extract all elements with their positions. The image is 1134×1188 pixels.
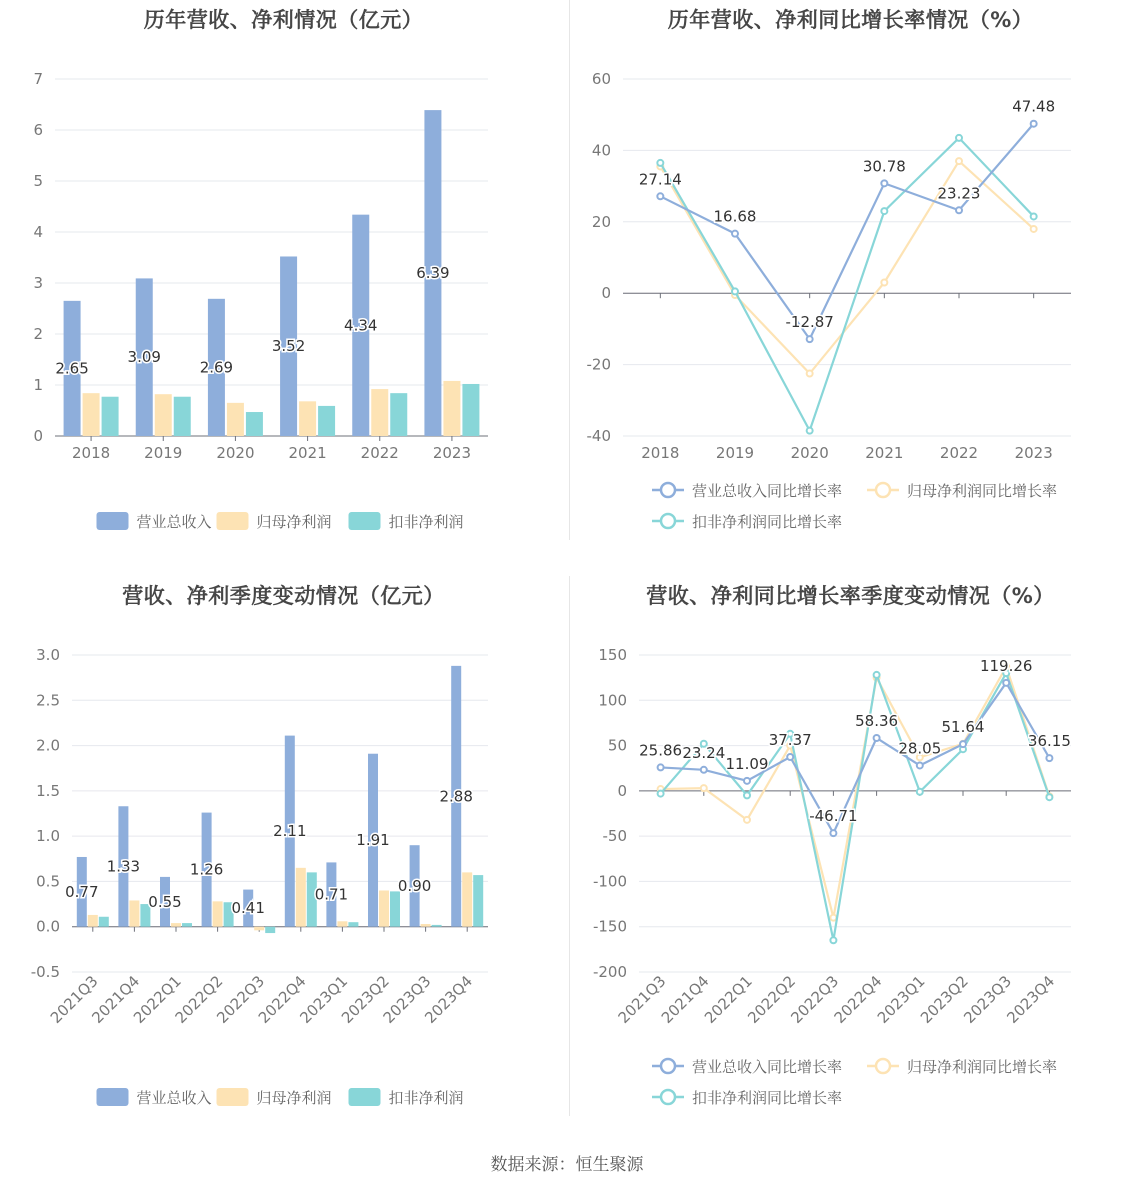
data-point xyxy=(701,767,707,773)
data-point xyxy=(807,336,813,342)
y-tick-label: 0 xyxy=(617,781,627,800)
data-point xyxy=(1003,680,1009,686)
data-label: 36.15 xyxy=(1027,732,1071,751)
bar xyxy=(473,875,483,927)
bar xyxy=(390,393,407,436)
data-point xyxy=(956,158,962,164)
data-label: 0.77 xyxy=(65,882,99,901)
bar xyxy=(443,381,460,436)
x-tick-label: 2023Q3 xyxy=(379,972,435,1027)
data-label: 16.68 xyxy=(713,207,757,226)
y-tick-label: 20 xyxy=(591,212,611,231)
legend-label: 归母净利润同比增长率 xyxy=(907,1058,1058,1076)
annual-values-chart xyxy=(0,0,567,575)
data-point xyxy=(830,937,836,943)
x-tick-label: 2022 xyxy=(939,444,979,462)
data-point xyxy=(881,180,887,186)
data-label: 2.11 xyxy=(273,822,307,841)
data-point xyxy=(744,792,750,798)
x-tick-label: 2021 xyxy=(288,444,327,462)
legend-swatch xyxy=(349,1088,381,1106)
legend-marker xyxy=(661,514,675,528)
y-tick-label: 6 xyxy=(33,121,43,139)
legend-label: 归母净利润同比增长率 xyxy=(907,482,1058,500)
legend-marker xyxy=(876,1059,890,1073)
y-tick-label: 150 xyxy=(598,646,627,664)
data-point xyxy=(807,371,813,377)
y-tick-label: -20 xyxy=(586,355,611,374)
data-point xyxy=(657,160,663,166)
data-point xyxy=(1031,226,1037,232)
data-label: 37.37 xyxy=(768,731,812,750)
y-tick-label: 1.0 xyxy=(36,827,60,846)
y-tick-label: 0 xyxy=(601,284,611,303)
x-tick-label: 2023Q2 xyxy=(338,972,393,1027)
bar xyxy=(83,393,100,436)
y-tick-label: 2.5 xyxy=(36,691,60,710)
x-tick-label: 2023Q2 xyxy=(917,972,972,1027)
x-tick-label: 2021Q3 xyxy=(614,972,670,1027)
legend-label: 归母净利润 xyxy=(256,1089,332,1107)
bar xyxy=(421,924,431,927)
data-label: 0.55 xyxy=(148,892,182,911)
y-tick-label: -40 xyxy=(586,427,611,445)
x-tick-label: 2022Q4 xyxy=(254,972,310,1027)
x-tick-label: 2022Q2 xyxy=(171,972,227,1027)
legend-swatch xyxy=(217,512,249,530)
y-tick-label: -0.5 xyxy=(30,963,60,981)
data-point xyxy=(917,762,923,768)
x-tick-label: 2023Q1 xyxy=(873,972,929,1027)
data-label: 3.52 xyxy=(271,337,306,356)
quarterly-values-plot xyxy=(0,576,567,1151)
data-label: 11.09 xyxy=(725,754,769,773)
y-tick-label: 4 xyxy=(33,223,43,241)
vertical-divider xyxy=(569,0,570,540)
chart-title: 历年营收、净利同比增长率情况（%） xyxy=(667,8,1034,32)
bar xyxy=(371,389,388,436)
bar xyxy=(432,925,442,927)
x-tick-label: 2018 xyxy=(641,444,680,462)
x-tick-label: 2023Q1 xyxy=(296,972,352,1027)
bar xyxy=(299,401,316,436)
y-tick-label: 50 xyxy=(607,736,627,755)
bar xyxy=(129,900,139,926)
data-point xyxy=(658,764,664,770)
legend-marker xyxy=(876,483,890,497)
y-tick-label: 5 xyxy=(33,172,43,190)
data-label: 0.71 xyxy=(314,885,349,904)
data-point xyxy=(874,672,880,678)
legend-label: 归母净利润 xyxy=(256,513,332,531)
legend-swatch xyxy=(97,512,129,530)
data-label: 6.39 xyxy=(416,264,450,283)
data-label: 1.26 xyxy=(189,860,224,879)
legend-marker xyxy=(661,483,675,497)
data-label: 1.33 xyxy=(106,857,141,876)
y-tick-label: 2.0 xyxy=(36,736,60,755)
quarterly-growth-plot xyxy=(567,576,1134,1151)
data-point xyxy=(1031,121,1037,127)
bar xyxy=(174,397,191,436)
legend-label: 营业总收入 xyxy=(136,1089,212,1107)
legend-swatch xyxy=(97,1088,129,1106)
data-label: 47.48 xyxy=(1012,97,1056,116)
data-point xyxy=(874,735,880,741)
bar xyxy=(265,927,275,933)
data-label: 2.88 xyxy=(439,787,473,806)
series-line xyxy=(660,138,1033,431)
annual-growth-chart xyxy=(567,0,1134,575)
data-label: -12.87 xyxy=(785,313,834,332)
bar xyxy=(318,406,335,436)
y-tick-label: 0 xyxy=(33,427,43,445)
bar xyxy=(171,923,181,927)
chart-title: 营收、净利季度变动情况（亿元） xyxy=(122,584,445,608)
x-tick-label: 2022Q3 xyxy=(213,972,269,1027)
legend-swatch xyxy=(349,512,381,530)
data-point xyxy=(658,791,664,797)
x-tick-label: 2022Q1 xyxy=(130,972,185,1027)
x-tick-label: 2020 xyxy=(216,444,255,462)
data-source: 数据来源：恒生聚源 xyxy=(490,1155,644,1175)
bar xyxy=(88,915,98,927)
data-label: 51.64 xyxy=(941,718,985,737)
bar xyxy=(337,921,347,926)
x-tick-label: 2023 xyxy=(1014,444,1053,462)
data-point xyxy=(732,231,738,237)
y-tick-label: -200 xyxy=(592,963,627,981)
data-label: -46.71 xyxy=(809,807,858,826)
data-label: 23.24 xyxy=(682,743,726,762)
legend-swatch xyxy=(217,1088,249,1106)
bar xyxy=(462,872,472,926)
data-point xyxy=(1046,794,1052,800)
data-point xyxy=(744,778,750,784)
y-tick-label: 100 xyxy=(598,691,627,710)
bar xyxy=(155,394,172,436)
x-tick-label: 2022Q1 xyxy=(701,972,756,1027)
chart-title: 营收、净利同比增长率季度变动情况（%） xyxy=(646,584,1055,608)
annual-growth-plot xyxy=(567,0,1134,575)
y-tick-label: 0.0 xyxy=(36,917,60,936)
data-point xyxy=(956,135,962,141)
legend-label: 扣非净利润 xyxy=(388,513,464,531)
bar xyxy=(296,868,306,927)
quarterly-growth-chart xyxy=(567,576,1134,1151)
bar xyxy=(99,917,109,927)
x-tick-label: 2022Q2 xyxy=(744,972,800,1027)
data-point xyxy=(960,741,966,747)
y-tick-label: 7 xyxy=(33,70,43,88)
quarterly-values-chart xyxy=(0,576,567,1151)
x-tick-label: 2021Q4 xyxy=(657,972,713,1027)
bar xyxy=(390,891,400,926)
data-point xyxy=(881,208,887,214)
y-tick-label: 60 xyxy=(591,70,611,88)
data-point xyxy=(787,754,793,760)
x-tick-label: 2019 xyxy=(715,444,755,462)
data-label: 28.05 xyxy=(898,739,942,758)
data-label: 25.86 xyxy=(639,741,683,760)
data-label: 3.09 xyxy=(127,348,161,367)
legend-label: 扣非净利润同比增长率 xyxy=(692,513,843,531)
bar xyxy=(246,412,263,436)
y-tick-label: 3.0 xyxy=(36,646,60,664)
legend-label: 营业总收入同比增长率 xyxy=(692,482,843,500)
legend-marker xyxy=(661,1090,675,1104)
chart-title: 历年营收、净利情况（亿元） xyxy=(143,8,424,32)
x-tick-label: 2023Q4 xyxy=(421,972,477,1027)
bar xyxy=(462,384,479,436)
bar xyxy=(182,923,192,927)
legend-label: 扣非净利润 xyxy=(388,1089,464,1107)
vertical-divider xyxy=(569,576,570,1116)
x-tick-label: 2022Q3 xyxy=(787,972,843,1027)
data-point xyxy=(830,830,836,836)
bar xyxy=(254,927,264,931)
data-point xyxy=(657,193,663,199)
data-point xyxy=(1046,755,1052,761)
y-tick-label: 0.5 xyxy=(36,872,60,891)
y-tick-label: -100 xyxy=(592,872,627,891)
bar xyxy=(102,397,119,436)
x-tick-label: 2022Q4 xyxy=(830,972,886,1027)
data-label: 23.23 xyxy=(937,184,981,203)
data-label: 2.69 xyxy=(199,358,234,377)
legend-marker xyxy=(661,1059,675,1073)
x-tick-label: 2021Q3 xyxy=(46,972,102,1027)
legend-label: 扣非净利润同比增长率 xyxy=(692,1089,843,1107)
x-tick-label: 2021Q4 xyxy=(88,972,144,1027)
data-point xyxy=(881,279,887,285)
bar xyxy=(348,922,358,927)
data-label: 27.14 xyxy=(638,170,682,189)
data-point xyxy=(807,428,813,434)
x-tick-label: 2023Q4 xyxy=(1003,972,1059,1027)
x-tick-label: 2019 xyxy=(144,444,183,462)
y-tick-label: 3 xyxy=(33,274,43,292)
legend-label: 营业总收入同比增长率 xyxy=(692,1058,843,1076)
x-tick-label: 2022 xyxy=(360,444,399,462)
data-point xyxy=(917,789,923,795)
y-tick-label: 40 xyxy=(591,141,611,160)
data-point xyxy=(956,207,962,213)
data-label: 119.26 xyxy=(979,656,1033,675)
data-label: 58.36 xyxy=(855,711,899,730)
bar xyxy=(213,901,223,926)
data-point xyxy=(830,915,836,921)
bar xyxy=(227,403,244,436)
bar xyxy=(379,890,389,926)
data-point xyxy=(732,288,738,294)
data-label: 2.65 xyxy=(55,359,89,378)
x-tick-label: 2020 xyxy=(790,444,829,462)
x-tick-label: 2018 xyxy=(71,444,111,462)
data-point xyxy=(701,785,707,791)
data-label: 4.34 xyxy=(344,316,378,335)
data-label: 0.90 xyxy=(397,876,432,895)
data-point xyxy=(744,817,750,823)
data-label: 0.41 xyxy=(231,899,265,918)
data-label: 1.91 xyxy=(356,831,390,850)
y-tick-label: 2 xyxy=(33,325,43,343)
x-tick-label: 2021 xyxy=(865,444,904,462)
y-tick-label: -50 xyxy=(602,827,627,846)
x-tick-label: 2023 xyxy=(432,444,472,462)
data-point xyxy=(1031,213,1037,219)
annual-values-plot xyxy=(0,0,567,575)
y-tick-label: 1 xyxy=(33,376,43,394)
data-label: 30.78 xyxy=(862,157,906,176)
legend-label: 营业总收入 xyxy=(136,513,212,531)
x-tick-label: 2023Q3 xyxy=(960,972,1016,1027)
y-tick-label: 1.5 xyxy=(36,781,60,800)
y-tick-label: -150 xyxy=(592,917,627,936)
